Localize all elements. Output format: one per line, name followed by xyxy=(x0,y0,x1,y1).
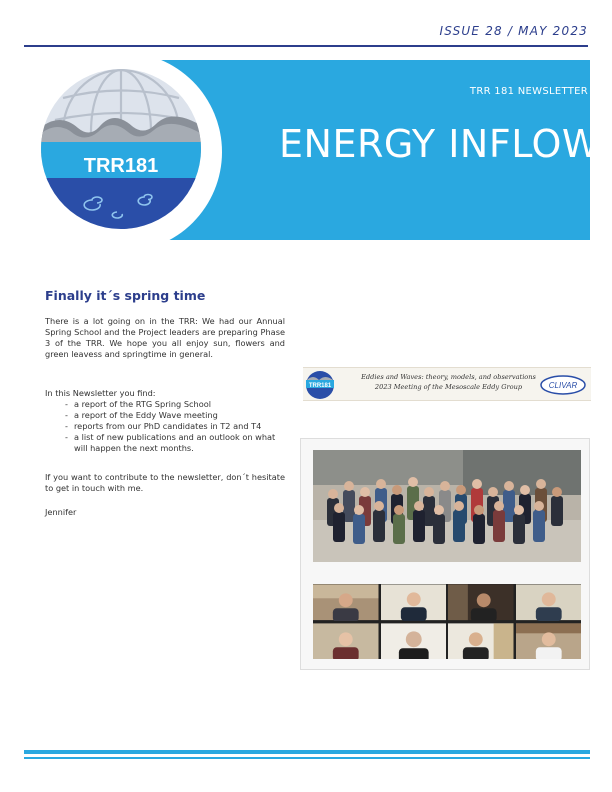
meeting-title: Eddies and Waves: theory, models, and observations 2023 Meeting of the Mesoscale Eddy Group xyxy=(361,373,536,391)
contribute-note: If you want to contribute to the newsletter, don´t hesitate to get in touch with me. xyxy=(45,472,285,493)
clivar-logo xyxy=(539,374,587,396)
article-heading: Finally it´s spring time xyxy=(45,288,206,303)
contents-list xyxy=(65,399,285,454)
logo-text: TRR181 xyxy=(83,155,159,177)
video-tile xyxy=(313,623,379,660)
top-divider xyxy=(24,45,588,47)
video-tile xyxy=(516,584,582,621)
svg-text:CLIVAR: CLIVAR xyxy=(548,381,578,390)
signature: Jennifer xyxy=(45,507,77,517)
video-tile xyxy=(448,584,514,621)
svg-text:TRR181: TRR181 xyxy=(308,383,332,389)
video-tile xyxy=(448,623,514,660)
article-intro: There is a lot going on in the TRR: We had our Annual Spring School and the Project leaders are preparing Phase 3 of the TRR. We hope you all enjoy sun, flowers and green leavess and springtime in general. xyxy=(45,316,285,359)
meeting-slide-header xyxy=(303,367,591,401)
video-tile xyxy=(381,584,447,621)
list-item: - a report of the Eddy Wave meeting xyxy=(65,410,285,421)
list-item: - reports from our PhD candidates in T2 and T4 xyxy=(65,421,285,432)
newsletter-title: ENERGY INFLOW xyxy=(279,122,600,166)
group-photo xyxy=(313,450,581,562)
contents-intro: In this Newsletter you find: xyxy=(45,388,156,398)
issue-label: ISSUE 28 / MAY 2023 xyxy=(439,24,588,38)
trr181-logo xyxy=(40,68,202,230)
list-item: - a list of new publications and an outlook on what will happen the next months. xyxy=(65,432,285,454)
newsletter-label: TRR 181 NEWSLETTER xyxy=(469,86,588,97)
trr181-small-logo xyxy=(305,370,335,400)
video-call-grid xyxy=(313,584,581,659)
video-tile xyxy=(381,623,447,660)
contents-list-block xyxy=(45,388,285,454)
list-item: - a report of the RTG Spring School xyxy=(65,399,285,410)
bottom-divider-thick xyxy=(24,750,590,754)
video-tile xyxy=(516,623,582,660)
bottom-divider-thin xyxy=(24,757,590,759)
video-tile xyxy=(313,584,379,621)
